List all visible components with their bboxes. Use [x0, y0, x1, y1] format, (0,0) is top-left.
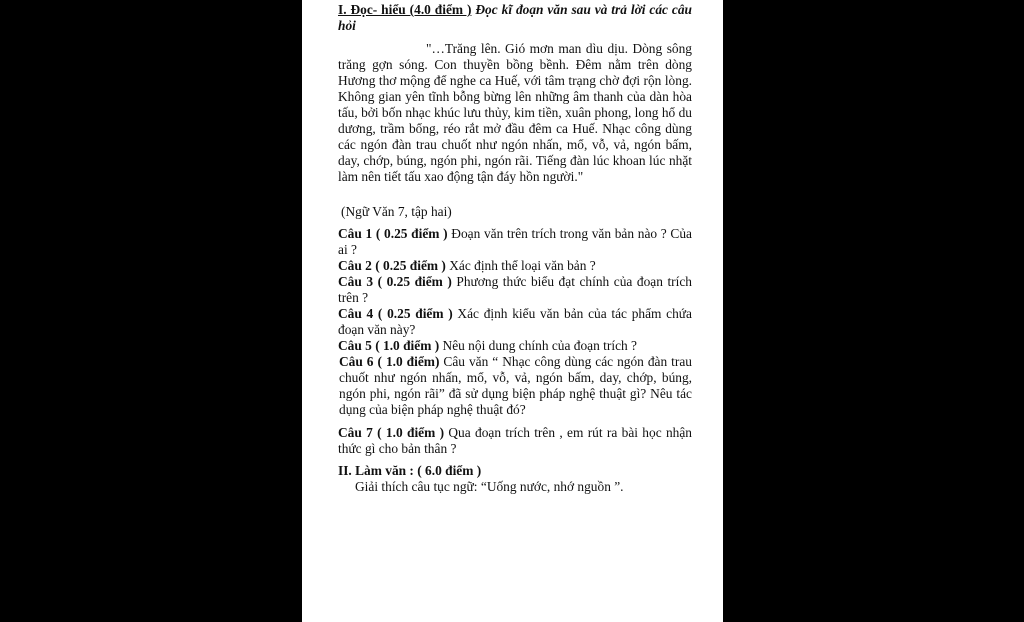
question-7-text: Qua đoạn trích trên , em rút ra bài học nhận thức gì cho bản thân ?	[338, 425, 692, 456]
document-content	[338, 2, 692, 495]
question-3	[338, 274, 692, 306]
question-6-text: Câu văn “ Nhạc công dùng các ngón đàn trau chuốt như ngón nhấn, mổ, vỗ, vả, ngón bấm, day, chớp, búng, ngón phi, ngón rãi” đã sử dụng biện pháp nghệ thuật gì? Nêu tác dụng của biện pháp nghệ thuật đó?	[339, 354, 692, 417]
question-3-text: Phương thức biểu đạt chính của đoạn trích trên ?	[338, 274, 692, 305]
question-2	[338, 258, 692, 274]
essay-prompt: Giải thích câu tục ngữ: “Uống nước, nhớ nguồn ”.	[355, 479, 624, 494]
question-4	[338, 306, 692, 338]
question-7-label: Câu 7 ( 1.0 điểm )	[338, 425, 445, 440]
reading-section-instruction: Đọc kĩ đoạn văn sau và trả lời các câu hỏi	[338, 2, 692, 33]
reading-section-title: I. Đọc- hiểu (4.0 điểm )	[338, 2, 472, 17]
question-3-label: Câu 3 ( 0.25 điểm )	[338, 274, 452, 289]
document-page	[302, 0, 723, 622]
question-5-text: Nêu nội dung chính của đoạn trích ?	[439, 338, 637, 353]
question-7	[338, 425, 692, 457]
question-6-label: Câu 6 ( 1.0 điểm)	[339, 354, 440, 369]
question-5-label: Câu 5 ( 1.0 điểm )	[338, 338, 440, 353]
reading-passage: "…Trăng lên. Gió mơn man dìu dịu. Dòng sông trăng gợn sóng. Con thuyền bồng bềnh. Đêm nằm trên dòng Hương thơ mộng để nghe ca Huế, với tâm trạng chờ đợi rộn lòng. Không gian yên tĩnh bỗng bừng lên những âm thanh của dàn hòa tấu, bởi bốn nhạc khúc lưu thủy, kim tiền, xuân phong, long hổ du dương, trầm bổng, réo rắt mở đầu đêm ca Huế. Nhạc công dùng các ngón đàn trau chuốt như ngón nhấn, mổ, vỗ, vả, ngón bấm, day, chớp, búng, ngón phi, ngón rãi. Tiếng đàn lúc khoan lúc nhặt làm nên tiết tấu xao động tận đáy hồn người."	[338, 41, 692, 184]
passage-source: (Ngữ Văn 7, tập hai)	[341, 204, 452, 219]
question-4-text: Xác định kiểu văn bản của tác phẩm chứa đoạn văn này?	[338, 306, 692, 337]
reading-section-heading	[338, 2, 692, 34]
question-6	[338, 354, 692, 418]
essay-section	[338, 463, 692, 495]
question-1-label: Câu 1 ( 0.25 điểm )	[338, 226, 448, 241]
question-list	[338, 226, 692, 457]
question-1	[338, 226, 692, 258]
question-2-text: Xác định thể loại văn bản ?	[445, 258, 596, 273]
question-4-label: Câu 4 ( 0.25 điểm )	[338, 306, 453, 321]
question-1-text: Đoạn văn trên trích trong văn bản nào ? Của ai ?	[338, 226, 692, 257]
essay-section-title: II. Làm văn : ( 6.0 điểm )	[338, 463, 482, 478]
question-2-label: Câu 2 ( 0.25 điểm )	[338, 258, 446, 273]
question-5	[338, 338, 692, 354]
